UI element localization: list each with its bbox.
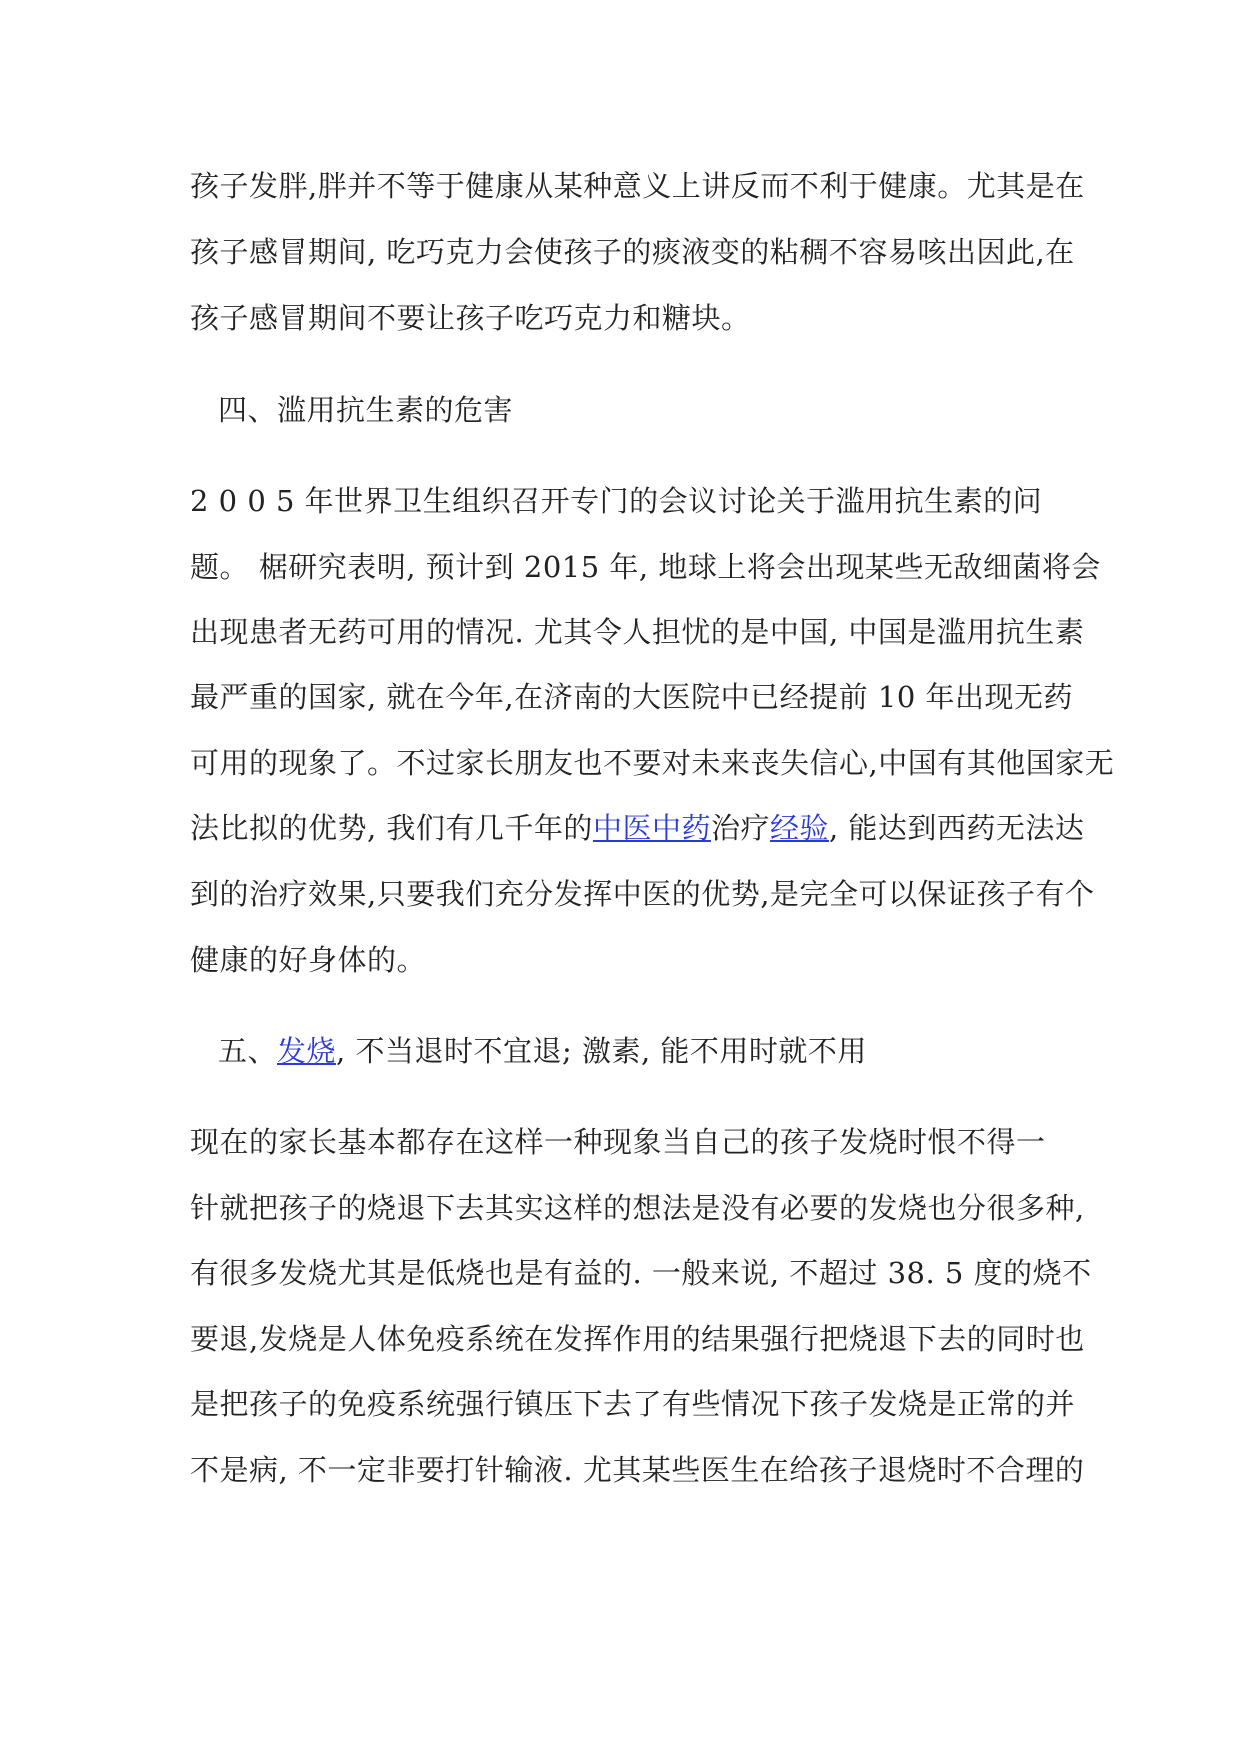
paragraph-line: 可用的现象了。不过家长朋友也不要对未来丧失信心,中国有其他国家无	[190, 746, 1115, 780]
heading-prefix: 五、	[218, 1034, 278, 1068]
paragraph-line	[190, 808, 1084, 848]
paragraph-text: , 能达到西药无法达	[828, 811, 1085, 845]
paragraph-line: 出现患者无药可用的情况. 尤其令人担忧的是中国, 中国是滥用抗生素	[190, 615, 1085, 649]
paragraph-line: 是把孩子的免疫系统强行镇压下去了有些情况下孩子发烧是正常的并	[190, 1387, 1076, 1421]
paragraph-line: 题。 椐研究表明, 预计到 2015 年, 地球上将会出现某些无敌细菌将会	[190, 550, 1101, 584]
paragraph-text: 治疗	[710, 811, 770, 845]
paragraph-line: 孩子感冒期间, 吃巧克力会使孩子的痰液变的粘稠不容易咳出因此,在	[190, 235, 1075, 269]
paragraph-line: 现在的家长基本都存在这样一种现象当自己的孩子发烧时恨不得一	[190, 1125, 1046, 1159]
link-tcm[interactable]: 中医中药	[592, 811, 711, 845]
paragraph-line: 要退,发烧是人体免疫系统在发挥作用的结果强行把烧退下去的同时也	[190, 1322, 1085, 1356]
section-heading	[218, 1031, 867, 1071]
paragraph-line: 不是病, 不一定非要打针输液. 尤其某些医生在给孩子退烧时不合理的	[190, 1453, 1085, 1487]
paragraph-line: 健康的好身体的。	[190, 943, 427, 977]
paragraph-line: 2 0 0 5 年世界卫生组织召开专门的会议讨论关于滥用抗生素的问	[190, 484, 1043, 518]
link-experience[interactable]: 经验	[769, 811, 829, 845]
paragraph-line: 最严重的国家, 就在今年,在济南的大医院中已经提前 10 年出现无药	[190, 680, 1073, 714]
paragraph-text: 法比拟的优势, 我们有几千年的	[190, 811, 593, 845]
paragraph-line: 孩子感冒期间不要让孩子吃巧克力和糖块。	[190, 301, 751, 335]
section-heading: 四、滥用抗生素的危害	[218, 393, 514, 427]
heading-suffix: , 不当退时不宜退; 激素, 能不用时就不用	[336, 1034, 867, 1068]
link-fever[interactable]: 发烧	[277, 1034, 337, 1068]
paragraph-line: 有很多发烧尤其是低烧也是有益的. 一般来说, 不超过 38. 5 度的烧不	[190, 1256, 1092, 1290]
paragraph-line: 到的治疗效果,只要我们充分发挥中医的优势,是完全可以保证孩子有个	[190, 877, 1095, 911]
paragraph-line: 针就把孩子的烧退下去其实这样的想法是没有必要的发烧也分很多种,	[190, 1191, 1085, 1225]
paragraph-line: 孩子发胖,胖并不等于健康从某种意义上讲反而不利于健康。尤其是在	[190, 169, 1085, 203]
